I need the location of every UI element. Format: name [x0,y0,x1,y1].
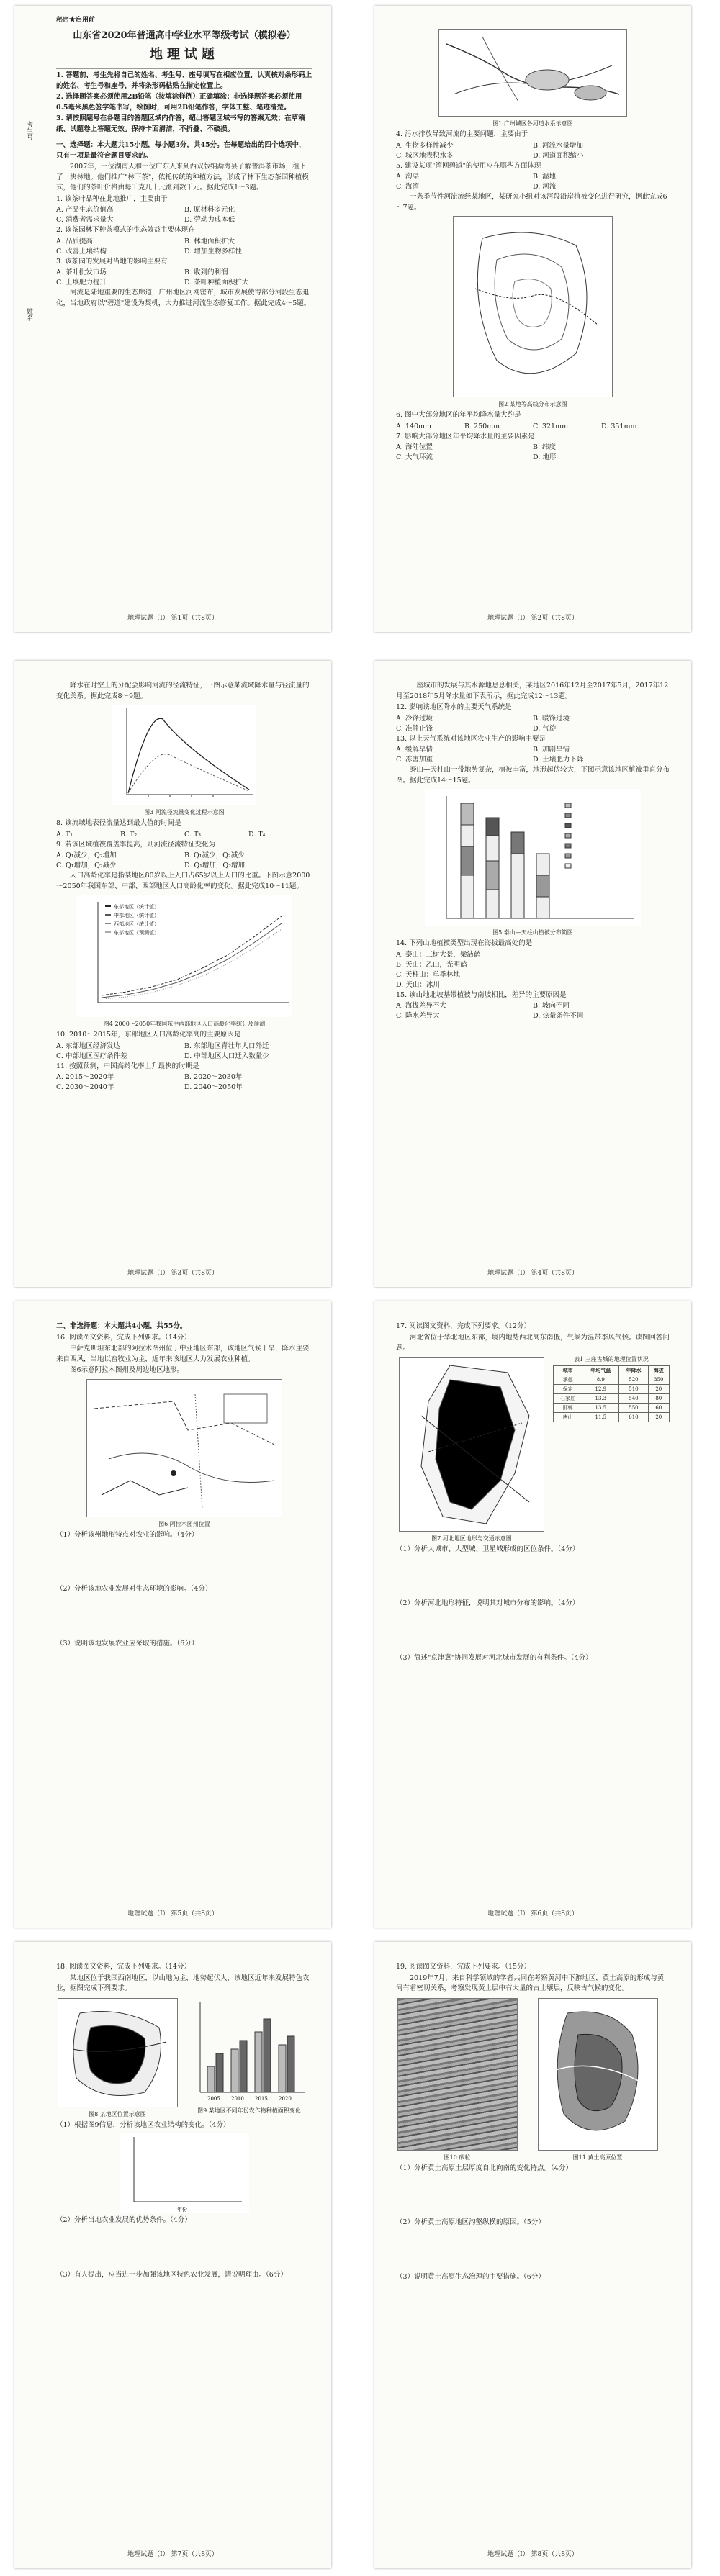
q11-options [56,1072,312,1083]
table-row [554,1384,670,1393]
q12-option-b: B. 暖锋过境 [533,714,570,723]
q1-options [56,205,312,215]
contour-map-svg [454,217,612,397]
answer-space-2[interactable] [396,1610,670,1653]
exam-page-8 [374,1942,691,2568]
table-header: 城市 [554,1365,582,1375]
table-cell: 60 [648,1403,669,1412]
table-row [554,1403,670,1412]
question-4: 4. 污水排放导致河流的主要问题，主要由于 [396,130,528,138]
q14-options-4 [396,980,670,990]
q6-option-b: B. 250mm [464,422,500,430]
page-footer: 地理试题（Ⅰ） 第3页（共8页） [127,1270,218,1277]
q11-option-c: C. 2030～2040年 [56,1083,114,1091]
binding-label-examno: 考生号 [25,121,32,140]
bar-label: 2010 [231,2095,244,2102]
answer-space-2[interactable] [396,2229,670,2272]
legend-entry-1: 东部地区（统计值） [114,905,159,910]
q13-options [396,745,670,755]
question-19: 19. 阅读图文资料，完成下列要求。（15分） [396,1963,531,1971]
q14-option-a: A. 泰山：三树大景，梁洁鹤 [396,950,481,959]
binding-strip [20,92,43,553]
river-map-figure [438,29,627,117]
figure-11-caption: 图11 黄土高原位置 [572,2154,623,2161]
q13-option-c: C. 冻害加重 [396,756,433,764]
q19-part-1: （1）分析黄土高原土层厚度自北向南的变化特点。（4分） [396,2164,572,2172]
q14-option-d: D. 天山：冰川 [396,980,440,989]
question-5: 5. 建设某项"湾网碧道"的使用应在哪些方面体现 [396,161,541,170]
loess-map-svg [539,1999,657,2150]
answer-space-3[interactable] [396,2283,670,2326]
figure-1-caption: 图1 广州城区各河道水系示意图 [492,120,573,127]
q14-options [396,950,670,960]
blank-plot-svg [120,2133,249,2213]
vegetation-figure [425,789,641,926]
question-16: 16. 阅读图文资料，完成下列要求。（14分） [56,1333,191,1342]
q5-options [396,172,670,182]
q11-option-b: B. 2020～2030年 [184,1073,243,1081]
exam-page-4 [374,661,691,1287]
q9-options-2 [56,861,312,871]
page-footer: 地理试题（Ⅰ） 第7页（共8页） [127,2551,218,2558]
q17-part-2: （2）分析河北地形特征，说明其对城市分布的影响。（4分） [396,1599,580,1607]
figure-2-caption: 图2 某地等高线分布示意图 [498,401,567,407]
q15-options [396,1001,670,1011]
bar [287,2036,294,2092]
question-8: 8. 该流域地表径流量达到最大值的时间是 [56,819,181,827]
q17-figures [396,1355,670,1545]
legend-entry-2: 中部地区（统计值） [114,913,159,918]
q5-option-b: B. 湿地 [533,173,557,181]
hebei-map-wrap [396,1355,547,1545]
q9-option-d: D. Q₁增加，Q₂增加 [184,862,246,869]
sand-photo [397,1998,518,2151]
q4-options-2 [396,151,670,161]
q4-option-a: A. 生物多样性减少 [396,141,454,150]
q19-part-2: （2）分析黄土高原地区沟壑纵横的原因。（5分） [396,2218,545,2226]
q7-option-a: A. 海陆位置 [396,443,433,451]
q12-option-c: C. 准静止锋 [396,724,433,733]
q8-option-d: D. T₄ [248,830,266,839]
figure-4-caption: 图4 2000～2050年我国东中西部地区人口高龄化率统计及预测 [103,1021,266,1027]
runoff-curve-figure [112,705,256,805]
table-1-caption: 表1 三座古城的地理位置状况 [574,1355,649,1362]
q2-options-2 [56,247,312,257]
material-8b: 图6示意阿拉木图州及周边地区地形。 [70,1366,184,1374]
q14-option-b: B. 天山：乙山，光明鹤 [396,960,467,969]
region-map-svg [58,1999,177,2107]
q17-part-1: （1）分析大城市、大型城、卫星城形成的区位条件。（4分） [396,1545,580,1553]
binding-label-name: 姓名 [25,308,32,321]
bar-label: 2005 [207,2095,220,2102]
material-1: 2007年，一位湖南人和一位广东人来到西双版纳勐海县了解普洱茶市场，租下了一块林地。他们推广"林下茶"，依托传统的种植方法，形成了林下生态茶园种植模式，他们的茶叶价格由每千克几十元涨到数千元。据此完成1～3题。 [56,163,309,191]
question-1: 1. 该茶叶品种在此地推广，主要由于 [56,194,168,203]
table-cell: 13.3 [582,1393,619,1403]
page-footer: 地理试题（Ⅰ） 第2页（共8页） [487,615,578,622]
table-header: 年降水 [619,1365,648,1375]
question-9: 9. 若该区域植被覆盖率提高，则河流径流特征变化为 [56,840,216,849]
q5-option-c: C. 海湾 [396,183,419,191]
question-10: 10. 2010～2015年，东部地区人口高龄化率高的主要原因是 [56,1031,241,1039]
q13-option-a: A. 缓解旱情 [396,746,433,754]
q9-option-a: A. Q₁减少，Q₂增加 [56,851,117,859]
bar [207,2066,215,2092]
q7-options [396,443,670,453]
q2-option-a: A. 品质提高 [56,237,93,245]
q3-option-b: B. 收到的利润 [184,268,228,276]
answer-space-1[interactable] [56,1541,312,1584]
page-footer: 地理试题（Ⅰ） 第6页（共8页） [487,1910,578,1917]
sand-photo-wrap [396,1995,518,2164]
city-table [553,1365,670,1422]
legend-entry-4: 东部地区（预测值） [114,931,159,936]
q12-options [396,714,670,724]
table-cell: 350 [648,1375,669,1384]
bar [231,2049,238,2092]
figure-5-caption: 图5 泰山—天柱山植被分布简图 [492,929,573,936]
q18-figures [56,1995,312,2120]
secret-label: 秘密★启用前 [56,17,96,24]
q9-options [56,851,312,861]
answer-space-2[interactable] [56,1596,312,1639]
table-row [554,1375,670,1384]
vegetation-svg [425,789,641,926]
figure-7-caption: 图7 河北地区地形与交通示意图 [431,1535,512,1542]
answer-space-2[interactable] [56,2227,312,2270]
notice-2: 2. 选择题答案必须使用2B铅笔（按填涂样例）正确填涂；非选择题答案必须使用0.5毫米黑色签字笔书写，绘图时，可用2B铅笔作答，字体工整、笔迹清楚。 [56,93,302,112]
figure-9-caption: 图9 某地区不同年份农作物种植面积变化 [197,2107,301,2114]
table-cell: 石家庄 [554,1393,582,1403]
q14-options-2 [396,960,670,970]
answer-space-1[interactable] [396,2174,670,2218]
region-map-wrap [56,1995,179,2120]
subject-title: 地理试题 [150,47,219,62]
q15-option-b: B. 坡向不同 [533,1002,570,1010]
q2-option-b: B. 林地面积扩大 [184,237,235,245]
material-9: 河北省位于华北地区东部，境内地势西北高东南低，气候为温带季风气候。读图回答问题。 [396,1333,670,1352]
table-cell: 承德 [554,1375,582,1384]
question-18: 18. 阅读图文资料，完成下列要求。（14分） [56,1963,191,1971]
exam-page-5 [14,1301,331,1928]
q3-option-a: A. 茶叶批发市场 [56,268,107,276]
section-2-heading: 二、非选择题：本大题共4小题，共55分。 [56,1322,187,1330]
exam-page-3 [14,661,331,1287]
q5-option-a: A. 沟渠 [396,173,419,181]
page-footer: 地理试题（Ⅰ） 第4页（共8页） [487,1270,578,1277]
q13-options-2 [396,755,670,765]
answer-space-1[interactable] [396,1555,670,1599]
q18-part-3: （3）有人提出，应当进一步加强该地区特色农业发展，请说明理由。（6分） [56,2270,287,2279]
table-row [554,1412,670,1422]
table-cell: 520 [619,1375,648,1384]
q16-part-2: （2）分析该地农业发展对生态环境的影响。（4分） [56,1585,212,1593]
q4-option-d: D. 河道面积缩小 [533,151,584,160]
q3-options-2 [56,278,312,288]
city-table-wrap [553,1355,670,1545]
q11-options-2 [56,1083,312,1093]
bar [240,2041,247,2092]
answer-space-3[interactable] [56,1650,312,1693]
q4-option-b: B. 河流水量增加 [533,141,584,150]
q2-option-c: C. 改善土壤结构 [56,247,107,256]
q19-figures [396,1995,670,2164]
crop-area-chart [186,1995,308,2103]
q11-option-a: A. 2015～2020年 [56,1073,114,1081]
q15-option-d: D. 热量条件不同 [533,1012,584,1020]
exam-page-6 [374,1301,691,1928]
page-footer: 地理试题（Ⅰ） 第1页（共8页） [127,615,218,622]
table-cell: 20 [648,1412,669,1422]
q15-option-c: C. 降水差异大 [396,1012,440,1020]
q12-option-d: D. 气旋 [533,724,557,733]
bar [264,2019,271,2092]
table-cell: 540 [619,1393,648,1403]
bar [216,2053,223,2092]
table-cell: 20 [648,1384,669,1393]
runoff-curve-svg [112,705,256,805]
q17-part-3: （3）简述"京津冀"协同发展对河北城市发展的有利条件。（4分） [396,1653,593,1662]
material-3: 一条季节性河流流经某地区，某研究小组对该河段沿岸植被变化进行研究，据此完成6～7题。 [396,193,667,212]
material-7: 泰山—天柱山一带地势复杂，植被丰富，地形起伏较大，下图示意该地区植被垂直分布图。据此完成14～15题。 [396,766,670,785]
notice-box [56,68,312,137]
q1-option-d: D. 劳动力成本低 [184,216,235,224]
legend-entry-3: 西部地区（统计值） [114,922,159,927]
material-6: 一座城市的发展与其水源地息息相关，某地区2016年12月至2017年5月，2017年12月至2018年5月降水量如下表所示，据此完成12～13题。 [396,682,669,700]
q4-options [396,141,670,151]
page-footer: 地理试题（Ⅰ） 第5页（共8页） [127,1910,218,1917]
q10-options [56,1041,312,1052]
question-13: 13. 以上天气系统对该地区农业生产的影响主要是 [396,734,546,743]
material-11: 2019年7月，来自科学领域的学者共同在考察黄河中下游地区，黄土高原的形成与黄河有着密切关系，考察发现黄土层中有大量的古土壤层，反映古气候的变化。 [396,1974,665,1992]
q8-options [56,830,312,840]
q1-options-2 [56,215,312,225]
q14-option-c: C. 天柱山：单季林地 [396,970,460,979]
table-cell: 11.5 [582,1412,619,1422]
q18-part-2: （2）分析当地农业发展的优势条件。（4分） [56,2216,192,2224]
table-cell: 510 [619,1384,648,1393]
question-3: 3. 该茶园的发展对当地的影响主要有 [56,257,168,266]
q10-option-b: B. 东部地区青壮年人口外迁 [184,1041,269,1050]
material-5: 人口高龄化率是指某地区80岁以上人口占65岁以上人口的比重。下图示意2000～2050年我国东部、中部、西部地区人口高龄化率的变化。据此完成10～11题。 [56,872,310,890]
exam-page-7 [14,1942,331,2568]
q1-option-a: A. 产品生态价值高 [56,206,114,214]
x-axis-label: 年份 [177,2207,187,2213]
q7-option-d: D. 地形 [533,453,557,461]
aging-rate-svg [76,895,292,1017]
section-1-heading: 一、选择题：本大题共15小题，每小题3分，共45分。在每题给出的四个选项中，只有一项是最符合题目要求的。 [56,141,306,160]
blank-plot-figure [120,2133,249,2213]
q10-options-2 [56,1052,312,1062]
q4-option-c: C. 城区地表积水多 [396,151,454,160]
table-header: 海拔 [648,1365,669,1375]
q5-options-2 [396,182,670,192]
q19-part-3: （3）说明黄土高原生态治理的主要措施。（6分） [396,2272,545,2281]
exam-title: 山东省2020年普通高中学业水平等级考试（模拟卷） [73,30,296,41]
q6-option-a: A. 140mm [396,422,432,430]
answer-space-3[interactable] [56,2281,312,2324]
q10-option-a: A. 东部地区经济发达 [56,1041,120,1050]
material-10: 某地区位于我国西南地区，以山地为主，地势起伏大，该地区近年来发展特色农业，据图完成下列要求。 [56,1974,310,1992]
table-cell: 邯郸 [554,1403,582,1412]
material-8: 中萨克斯坦东北部的阿拉木图州位于中亚地区东部，该地区气候干旱，降水主要来自西风，当地以畜牧业为主，近年来该地区大力发展农业种植。 [56,1345,310,1363]
table-cell: 550 [619,1403,648,1412]
q8-option-a: A. T₁ [56,830,73,839]
q3-option-d: D. 茶叶种植面积扩大 [184,279,249,286]
table-header: 年均气温 [582,1365,619,1375]
table-cell: 80 [648,1393,669,1403]
question-6: 6. 图中大部分地区的年平均降水量大约是 [396,411,521,419]
q3-options [56,268,312,278]
question-17: 17. 阅读图文资料，完成下列要求。（12分） [396,1322,531,1330]
question-2: 2. 该茶园林下种茶模式的生态效益主要体现在 [56,226,195,234]
figure-8-caption: 图8 某地区位置示意图 [89,2110,146,2118]
figure-6-caption: 图6 阿拉木图州位置 [158,1520,210,1527]
q12-option-a: A. 冷锋过境 [396,714,433,723]
q1-option-b: B. 原材料多元化 [184,206,235,214]
q14-options-3 [396,970,670,980]
q2-option-d: D. 增加生物多样性 [184,247,242,256]
figure-10-caption: 图10 砂粒 [444,2154,471,2161]
notice-3: 3. 请按照题号在各题目的答题区域内作答，超出答题区域书写的答案无效；在草稿纸、试题卷上答题无效。保持卡面清洁，不折叠、不破损。 [56,114,305,133]
table-cell: 610 [619,1412,648,1422]
question-14: 14. 下列山地植被类型出现在海拔最高处的是 [396,939,533,947]
hebei-map-svg [400,1358,544,1531]
aging-rate-figure [76,895,292,1017]
q6-option-d: D. 351mm [601,422,637,430]
q5-option-d: D. 河流 [533,183,557,191]
q10-option-d: D. 中部地区人口迁入数量少 [184,1052,269,1060]
q2-options [56,237,312,247]
page-footer: 地理试题（Ⅰ） 第8页（共8页） [487,2551,578,2558]
q15-options-2 [396,1011,670,1021]
river-map-svg [439,30,626,116]
figure-3-caption: 图3 河流径流量变化过程示意图 [144,809,225,815]
q16-part-1: （1）分析该州地形特点对农业的影响。（4分） [56,1530,199,1539]
exam-page-1 [14,6,331,632]
bar [255,2032,262,2092]
q16-part-3: （3）说明该地发展农业应采取的措施。（6分） [56,1639,199,1648]
contour-map-figure [453,216,613,397]
q13-option-d: D. 土壤肥力下降 [533,756,584,764]
bar [279,2045,286,2092]
table-cell: 8.9 [582,1375,619,1384]
q13-option-b: B. 加剧旱情 [533,746,570,754]
q7-option-c: C. 大气环流 [396,453,433,461]
q8-option-b: B. T₂ [120,830,138,839]
q6-options [396,422,670,432]
q18-part-1: （1）根据图9信息，分析该地区农业结构的变化。（4分） [56,2120,230,2129]
material-2: 河流是陆地重要的生态廊道，广州地区河网密布，城市发展使得部分河段生态退化，当地政府以"碧道"建设为契机，大力推进河流生态修复工作。据此完成4～5题。 [56,289,311,307]
q3-option-c: C. 土壤肥力提升 [56,279,107,286]
q15-option-a: A. 海拔差异不大 [396,1002,446,1010]
bar-label: 2020 [279,2095,292,2102]
question-11: 11. 按照预测，中国高龄化率上升最快的时期是 [56,1062,199,1070]
notice-1: 1. 答题前，考生先将自己的姓名、考生号、座号填写在相应位置，认真核对条形码上的姓名、考生号和座号，并将条形码粘贴在指定位置上。 [56,71,312,90]
q1-option-c: C. 消费者需求量大 [56,216,114,224]
bar-label: 2015 [255,2095,268,2102]
table-row [554,1393,670,1403]
q6-option-c: C. 321mm [533,422,569,430]
q9-option-c: C. Q₁增加，Q₂减少 [56,862,117,869]
crop-chart-wrap [186,1995,312,2120]
question-15: 15. 该山地北坡基带植被与南坡相比，差异的主要原因是 [396,990,567,999]
table-cell: 唐山 [554,1412,582,1422]
q7-options-2 [396,453,670,463]
question-7: 7. 影响大部分地区年平均降水量的主要因素是 [396,432,535,440]
table-cell: 13.5 [582,1403,619,1412]
q9-option-b: B. Q₁减少，Q₂减少 [184,851,245,859]
almaty-map-svg [87,1380,282,1517]
table-cell: 12.9 [582,1384,619,1393]
question-12: 12. 影响该地区降水的主要天气系统是 [396,703,512,711]
q7-option-b: B. 纬度 [533,443,557,451]
q11-option-d: D. 2040～2050年 [184,1083,243,1091]
hebei-map-figure [399,1357,544,1532]
q12-options-2 [396,724,670,734]
exam-page-2 [374,6,691,632]
q10-option-c: C. 中部地区医疗条件差 [56,1052,127,1060]
answer-space-3[interactable] [396,1664,670,1707]
loess-map-wrap [526,1995,670,2164]
loess-map-figure [538,1998,658,2151]
q8-option-c: C. T₃ [184,830,202,839]
region-map-figure [58,1998,178,2107]
table-cell: 保定 [554,1384,582,1393]
material-4: 降水在时空上的分配会影响河流的径流特征，下图示意某流域降水量与径流量的变化关系。据此完成8～9题。 [56,682,310,700]
almaty-map-figure [86,1379,282,1517]
